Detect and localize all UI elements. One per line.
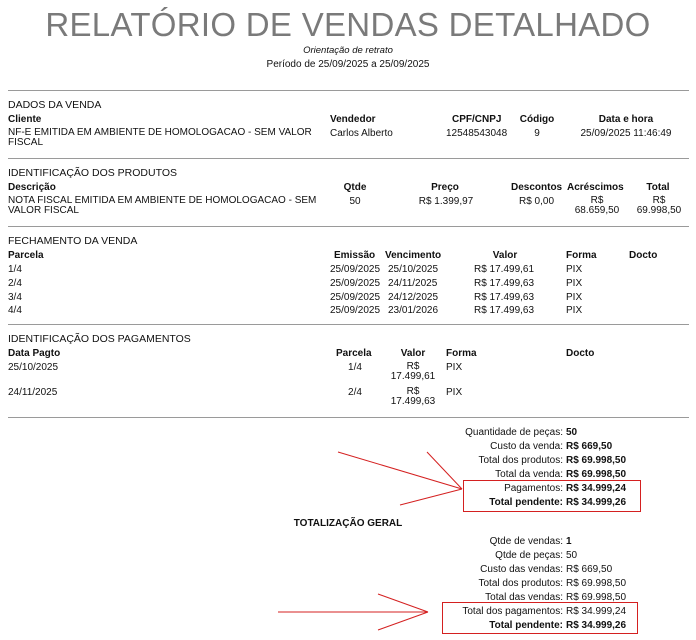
- products-header-descricao: Descrição: [8, 182, 56, 193]
- closing-row-vencimento: 25/10/2025: [388, 264, 439, 275]
- general-value: R$ 69.998,50: [566, 592, 627, 603]
- products-header-preco: Preço: [431, 182, 459, 193]
- closing-header-parcela: Parcela: [8, 250, 44, 261]
- summary-label: Custo da venda:: [490, 441, 563, 452]
- product-total: R$ 69.998,50: [636, 195, 682, 216]
- payment-row-data: 25/10/2025: [8, 362, 59, 373]
- arrow-line: [378, 594, 428, 612]
- product-preco: R$ 1.399,97: [418, 196, 474, 207]
- closing-row-forma: PIX: [566, 292, 583, 303]
- arrow-line: [338, 452, 462, 489]
- payment-row-forma: PIX: [446, 387, 463, 398]
- payments-header-parcela: Parcela: [336, 348, 372, 359]
- closing-row-forma: PIX: [566, 264, 583, 275]
- summary-value: R$ 69.998,50: [566, 455, 627, 466]
- general-label: Total dos pagamentos:: [462, 606, 563, 617]
- closing-row-valor: R$ 17.499,61: [474, 264, 535, 275]
- report-orientation: Orientação de retrato: [303, 45, 393, 56]
- product-descontos: R$ 0,00: [519, 196, 555, 207]
- sale-header-codigo: Código: [519, 114, 555, 125]
- sale-vendedor: Carlos Alberto: [330, 128, 393, 139]
- sale-cliente: NF-E EMITIDA EM AMBIENTE DE HOMOLOGACAO - SEM VALOR FISCAL: [8, 127, 312, 148]
- payments-header-data: Data Pagto: [8, 348, 61, 359]
- payment-row-parcela: 1/4: [348, 362, 362, 373]
- payments-section-title: IDENTIFICAÇÃO DOS PAGAMENTOS: [8, 333, 191, 345]
- report-title: RELATÓRIO DE VENDAS DETALHADO: [45, 6, 651, 43]
- sale-codigo: 9: [534, 128, 540, 139]
- payment-row-parcela: 2/4: [348, 387, 362, 398]
- sale-header-cliente: Cliente: [8, 114, 42, 125]
- summary-value: R$ 669,50: [566, 441, 613, 452]
- closing-row-parcela: 2/4: [8, 278, 22, 289]
- closing-header-vencimento: Vencimento: [385, 250, 442, 261]
- summary-value: 50: [566, 427, 578, 438]
- product-descricao: NOTA FISCAL EMITIDA EM AMBIENTE DE HOMOLOGACAO - SEM VALOR FISCAL: [8, 195, 317, 216]
- arrow-line: [400, 489, 462, 505]
- payment-row-data: 24/11/2025: [8, 387, 58, 398]
- products-header-total: Total: [646, 182, 670, 193]
- closing-header-docto: Docto: [629, 250, 658, 261]
- products-section-title: IDENTIFICAÇÃO DOS PRODUTOS: [8, 167, 177, 179]
- arrow-line: [378, 612, 428, 630]
- payments-header-forma: Forma: [446, 348, 477, 359]
- closing-row-forma: PIX: [566, 278, 583, 289]
- general-value: 50: [566, 550, 578, 561]
- payment-row-valor: R$ 17.499,63: [390, 386, 436, 407]
- general-value: R$ 69.998,50: [566, 578, 627, 589]
- closing-row-valor: R$ 17.499,63: [474, 292, 535, 303]
- sale-cpf: 12548543048: [446, 128, 508, 139]
- sale-data-hora: 25/09/2025 11:46:49: [580, 128, 672, 139]
- payment-row-forma: PIX: [446, 362, 463, 373]
- general-value: 1: [566, 536, 572, 547]
- sale-section-title: DADOS DA VENDA: [8, 99, 102, 111]
- products-header-acrescimos: Acréscimos: [567, 182, 624, 193]
- closing-row-parcela: 4/4: [8, 305, 22, 316]
- closing-row-valor: R$ 17.499,63: [474, 305, 535, 316]
- general-label: Custo das vendas:: [480, 564, 563, 575]
- payment-row-valor: R$ 17.499,61: [390, 361, 436, 382]
- report-period: Período de 25/09/2025 a 25/09/2025: [266, 59, 430, 70]
- general-value: R$ 34.999,26: [566, 620, 627, 631]
- general-label: Qtde de peças:: [495, 550, 563, 561]
- general-label: Total dos produtos:: [478, 578, 563, 589]
- closing-row-emissao: 25/09/2025: [330, 264, 381, 275]
- general-value: R$ 34.999,24: [566, 606, 627, 617]
- closing-header-valor: Valor: [492, 250, 518, 261]
- closing-row-vencimento: 24/12/2025: [388, 292, 439, 303]
- closing-header-forma: Forma: [566, 250, 597, 261]
- summary-label: Total da venda:: [495, 469, 563, 480]
- closing-row-parcela: 1/4: [8, 264, 22, 275]
- closing-row-vencimento: 23/01/2026: [388, 305, 439, 316]
- closing-row-vencimento: 24/11/2025: [388, 278, 438, 289]
- general-label: Qtde de vendas:: [489, 536, 563, 547]
- summary-value: R$ 69.998,50: [566, 469, 627, 480]
- payments-header-docto: Docto: [566, 348, 595, 359]
- closing-header-emissao: Emissão: [334, 250, 376, 261]
- product-acrescimos: R$ 68.659,50: [574, 195, 620, 216]
- general-label: Total das vendas:: [485, 592, 563, 603]
- sale-header-vendedor: Vendedor: [330, 114, 376, 125]
- summary-value: R$ 34.999,24: [566, 483, 627, 494]
- closing-section-title: FECHAMENTO DA VENDA: [8, 235, 138, 247]
- closing-row-emissao: 25/09/2025: [330, 292, 381, 303]
- summary-label: Pagamentos:: [504, 483, 563, 494]
- sale-header-cpf: CPF/CNPJ: [452, 114, 502, 125]
- payments-header-valor: Valor: [400, 348, 426, 359]
- general-title: TOTALIZAÇÃO GERAL: [293, 518, 403, 529]
- general-label: Total pendente:: [489, 620, 563, 631]
- closing-row-emissao: 25/09/2025: [330, 278, 381, 289]
- closing-row-parcela: 3/4: [8, 292, 22, 303]
- summary-value: R$ 34.999,26: [566, 497, 627, 508]
- products-header-descontos: Descontos: [511, 182, 563, 193]
- summary-label: Total dos produtos:: [478, 455, 563, 466]
- closing-row-valor: R$ 17.499,63: [474, 278, 535, 289]
- product-qtde: 50: [349, 196, 361, 207]
- products-header-qtde: Qtde: [343, 182, 367, 193]
- closing-row-forma: PIX: [566, 305, 583, 316]
- summary-label: Total pendente:: [489, 497, 563, 508]
- closing-row-emissao: 25/09/2025: [330, 305, 381, 316]
- general-value: R$ 669,50: [566, 564, 613, 575]
- summary-label: Quantidade de peças:: [465, 427, 563, 438]
- sale-header-data-hora: Data e hora: [598, 114, 654, 125]
